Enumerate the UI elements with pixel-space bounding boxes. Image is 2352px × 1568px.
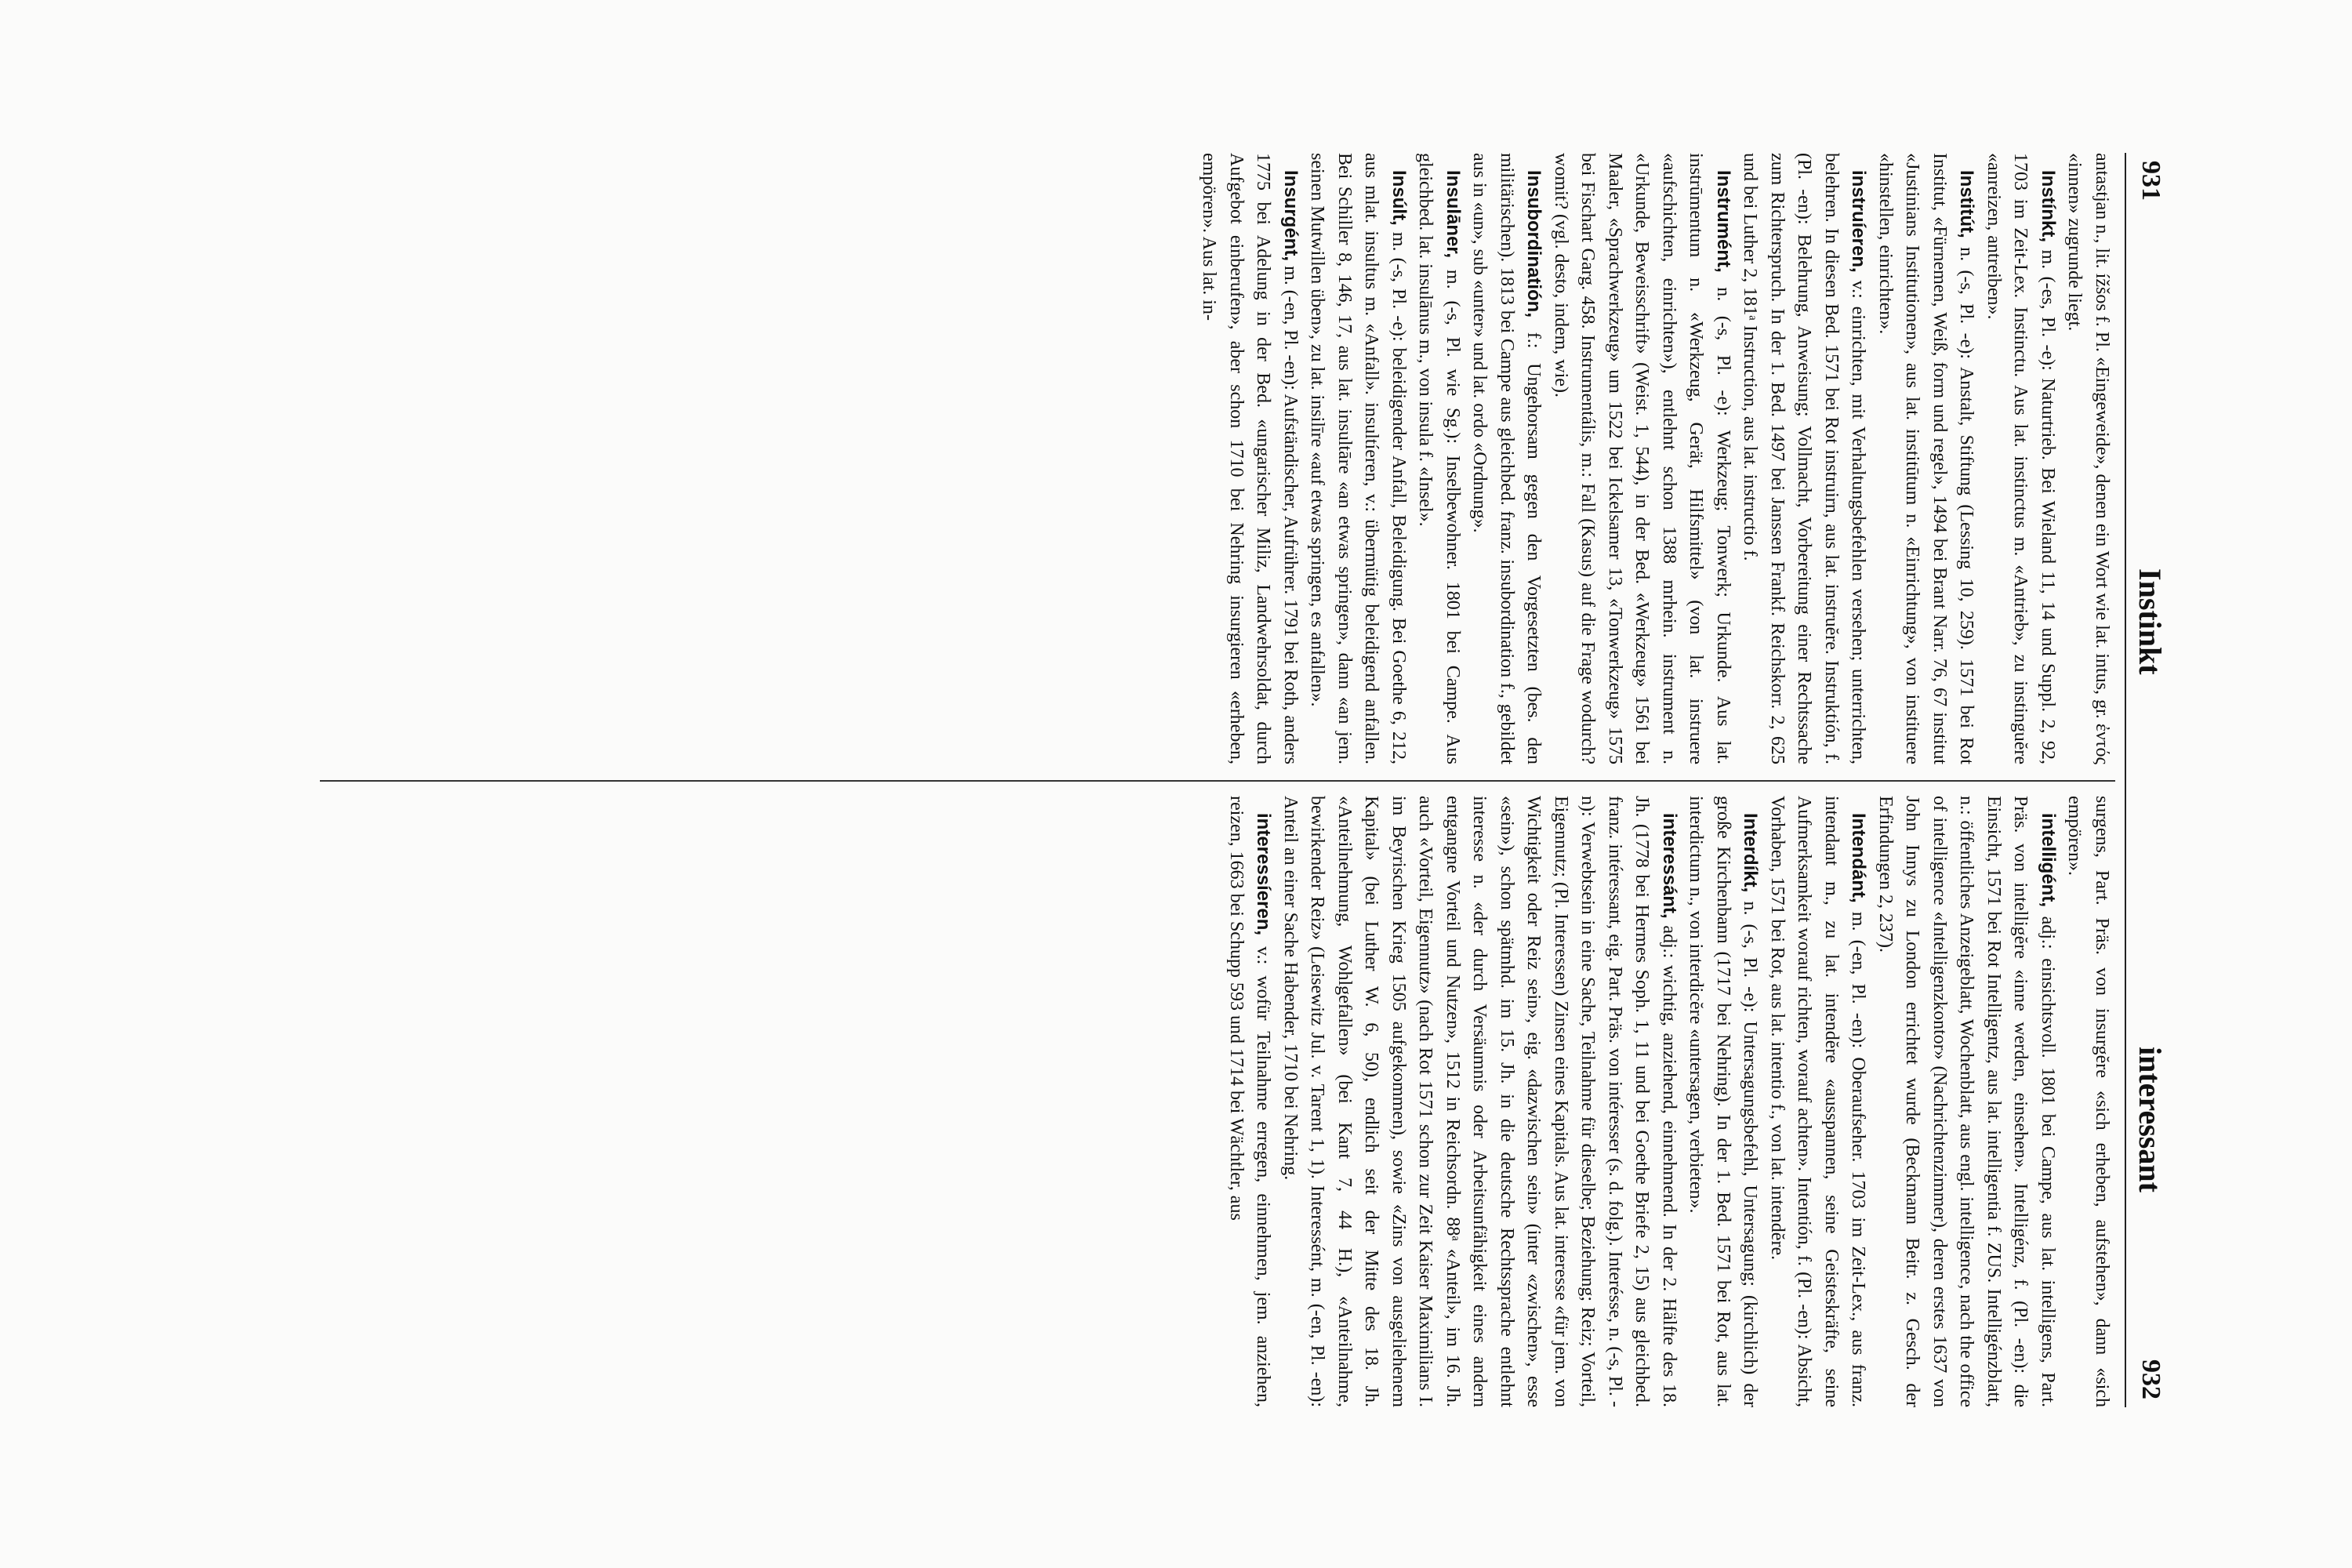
entry-text: m. (-s, Pl. wie Sg.): Inselbewohner. 1801 bei Campe. Aus gleichbed. lat. insulānus m., von insula f. «Insel». xyxy=(1415,153,1463,764)
dictionary-entry xyxy=(1737,153,1872,764)
column-divider xyxy=(320,780,2115,782)
entry-lemma: Insurgént, xyxy=(1280,170,1301,262)
right-text-column xyxy=(320,796,2115,1407)
dictionary-entry xyxy=(1412,153,1466,764)
running-headword-right: interessant xyxy=(2132,1047,2168,1192)
entry-text: m. (-s, Pl. -e): beleidigender Anfall, Beleidigung. Bei Goethe 6, 212, aus mlat. insultus m. «Anfall». insultíeren, v.: übermütig beleidigend anfallen. Bei Schiller 8, 146, 17, aus lat. insultāre «an etwas springen», dann «an jem. seinen Mutwillen üben», zu lat. insilīre «auf etwas springen, es anfallen». xyxy=(1307,153,1409,764)
page-number-right: 932 xyxy=(2136,1359,2165,1399)
entry-text: surgens, Part. Präs. von insurgĕre «sich erheben, aufstehen», dann «sich empören». xyxy=(2064,796,2112,1407)
entry-lemma: Instrumént, xyxy=(1713,170,1734,273)
entry-text: adj.: einsichtsvoll. 1801 bei Campe, aus lat. intelligens, Part. Präs. von intelligĕre «inne werden, einsehen». Intelligénz, f. (Pl. -en): die Einsicht, 1571 bei Rot Intelligentz, aus lat. intelligentia f. ZUS. Intelligénzblatt, n.: öffentliches Anzeigeblatt, Wochenblatt, aus engl. intelligence, nach the office of intelligence «Intelligenzkontor» (Nachrichtenzimmer), deren erstes 1637 von John Innys zu London errichtet wurde (Beckmann Beitr. z. Gesch. der Erfindungen 2, 237). xyxy=(1875,796,2058,1407)
entry-lemma: instruíeren, xyxy=(1848,170,1870,273)
dictionary-entry xyxy=(2061,796,2115,1407)
dictionary-page-spread xyxy=(298,153,2172,1407)
dictionary-entry xyxy=(1764,796,1872,1407)
dictionary-entry xyxy=(1196,153,1304,764)
entry-lemma: Insubordinatión, xyxy=(1523,170,1545,318)
entry-text: v.: einrichten, mit Verhaltungsbefehlen versehen; unterrichten, belehren. In diesen Bed. 1571 bei Rot instruirn, aus lat. instruĕre. Instruktión, f. (Pl. -en): Belehrung, Anweisung; Vollmacht, Vorbereitung einer Rechtssache zum Richterspruch. In der 1. Bed. 1497 bei Janssen Frankf. Reichskorr. 2, 625 und bei Luther 2, 181ᵃ Instruction, aus lat. instructio f. xyxy=(1740,153,1869,764)
header-rule xyxy=(2125,153,2126,1407)
entry-lemma: Interdíkt, xyxy=(1740,813,1762,893)
page-header xyxy=(2125,153,2172,1407)
dictionary-entry xyxy=(1277,796,1683,1407)
entry-text: antastjan n., lit. ížšos f. Pl. «Eingeweide», denen ein Wort wie lat. intus, gr. ἐντός «innen» zugrunde liegt. xyxy=(2064,153,2112,764)
dictionary-entry xyxy=(1872,796,2062,1407)
entry-text: n. (-s, Pl. -e): Untersagungsbefehl, Untersagung; (kirchlich) der große Kirchenbann (1717 bei Nehring). In der 1. Bed. 1571 bei Rot, aus lat. interdictum n., von interdicĕre «untersagen, verbieten». xyxy=(1686,796,1761,1407)
entry-text: adj.: wichtig, anziehend, einnehmend. In der 2. Hälfte des 18. Jh. (1778 bei Hermes Soph. 1, 11 und bei Goethe Briefe 2, 15) aus gleichbed. franz. intéressant, eig. Part. Präs. von intéresser (s. d. folg.). Interésse, n. (-s, Pl. -n): Verwebtsein in eine Sache, Teilnahme für dieselbe; Beziehung; Reiz; Vorteil, Eigennutz; (Pl. Interessen) Zinsen eines Kapitals. Aus lat. interesse «für jem. von Wichtigkeit oder Reiz sein», eig. «dazwischen sein» (inter «zwischen», esse «sein»), schon spätmhd. im 15. Jh. in die deutsche Rechtssprache entlehnt interesse n. «der durch Versäumnis oder Arbeitsunfähigkeit eines andern entgangne Vorteil und Nutzen», 1512 in Reichsordn. 88ᵃ «Anteil», im 16. Jh. auch «Vorteil, Eigennutz» (nach Rot 1571 schon zur Zeit Kaiser Maximilians I. im Beyrischen Krieg 1505 aufgekommen), sowie «Zins von ausgeliehenem Kapital» (bei Luther W. 6, 50), endlich seit der Mitte des 18. Jh. «Anteilnehmung, Wohlgefallen» (bei Kant 7, 44 H.), «Anteilnahme, bewirkender Reiz» (Leisewitz Jul. v. Tarent 1, 1). Interessént, m. (-en, Pl. -en): Anteil an einer Sache Habender, 1710 bei Nehring. xyxy=(1280,796,1679,1407)
entry-text: n. (-s, Pl. -e): Werkzeug; Tonwerk; Urkunde. Aus lat. instrūmentum n. «Werkzeug, Gerät, Hilfsmittel» (von lat. instruere «aufschichten, einrichten»), entlehnt schon 1388 mrhein. instrument n. «Urkunde, Beweisschrift» (Weist. 1, 544), in der Bed. «Werkzeug» 1561 bei Maaler, «Sprachwerkzeug» um 1522 bei Ickelsamer 13, «Tonwerkzeug» 1575 bei Fischart Garg. 458. Instrumentális, m.: Fall (Kasus) auf die Frage wodurch? womit? (vgl. desto, indem, wie). xyxy=(1551,153,1733,764)
entry-lemma: interessánt, xyxy=(1659,813,1680,919)
dictionary-entry xyxy=(1548,153,1737,764)
entry-lemma: interessíeren, xyxy=(1253,813,1275,936)
entry-lemma: Intendánt, xyxy=(1848,813,1870,903)
entry-text: v.: wofür Teilnahme erregen, einnehmen, jem. anziehen, reizen, 1663 bei Schupp 593 und 1714 bei Wächtler, aus xyxy=(1226,796,1274,1407)
entry-lemma: Insúlt, xyxy=(1388,170,1410,226)
entry-text: m. (-es, Pl. -e): Naturtrieb. Bei Wieland 11, 14 und Suppl. 2, 92, 1703 im Zeit-Lex. Instinctu. Aus lat. instinctus m. «Antrieb», zu instinguĕre «anreizen, antreiben». xyxy=(1984,153,2058,764)
dictionary-entry xyxy=(1682,796,1764,1407)
dictionary-entry xyxy=(1466,153,1548,764)
dictionary-entry xyxy=(1304,153,1412,764)
running-headword-left: Instinkt xyxy=(2132,568,2168,675)
page-number-left: 931 xyxy=(2136,161,2165,201)
entry-lemma: Instínkt, xyxy=(2038,170,2059,243)
dictionary-entry xyxy=(1980,153,2062,764)
entry-text: m. (-en, Pl. -en): Aufständischer, Aufrührer. 1791 bei Roth, anders 1775 bei Adelung in der Bed. «ungarischer Miliz, Landwehrsoldat, durch Aufgebot einberufen», aber schon 1710 bei Nehring insurgieren «erheben, empören». Aus lat. in- xyxy=(1199,153,1301,764)
entry-text: n. (-s, Pl. -e): Anstalt, Stiftung (Lessing 10, 259). 1571 bei Rot Institut, «Fürnemen, Weiß, form und regel», 1494 bei Brant Narr. 76, 67 institut «Justinians Institutionen», aus lat. institūtum n. «Einrichtung», von instituere «hinstellen, einrichten». xyxy=(1875,153,1977,764)
left-text-column xyxy=(320,153,2115,764)
dictionary-entry xyxy=(1223,796,1277,1407)
entry-lemma: Institút, xyxy=(1956,170,1978,238)
entry-text: f.: Ungehorsam gegen den Vorgesetzten (bes. den militärischen). 1813 bei Campe aus gleichbed. franz. insubordination f., gebildet aus in «un», sub «unter» und lat. ordo «Ordnung». xyxy=(1469,153,1544,764)
entry-lemma: Insulāner, xyxy=(1443,170,1464,259)
entry-text: m. (-en, Pl. -en): Oberaufseher. 1703 im Zeit-Lex., aus franz. intendant m., zu lat. intendĕre «ausspannen, seine Geisteskräfte, seine Aufmerksamkeit worauf richten, worauf achten». Intentión, f. (Pl. -en): Absicht, Vorhaben, 1571 bei Rot, aus lat. intentio f., von lat. intendĕre. xyxy=(1767,796,1869,1407)
entry-lemma: intelligént, xyxy=(2038,813,2059,907)
dictionary-entry xyxy=(2061,153,2115,764)
dictionary-entry xyxy=(1872,153,1980,764)
